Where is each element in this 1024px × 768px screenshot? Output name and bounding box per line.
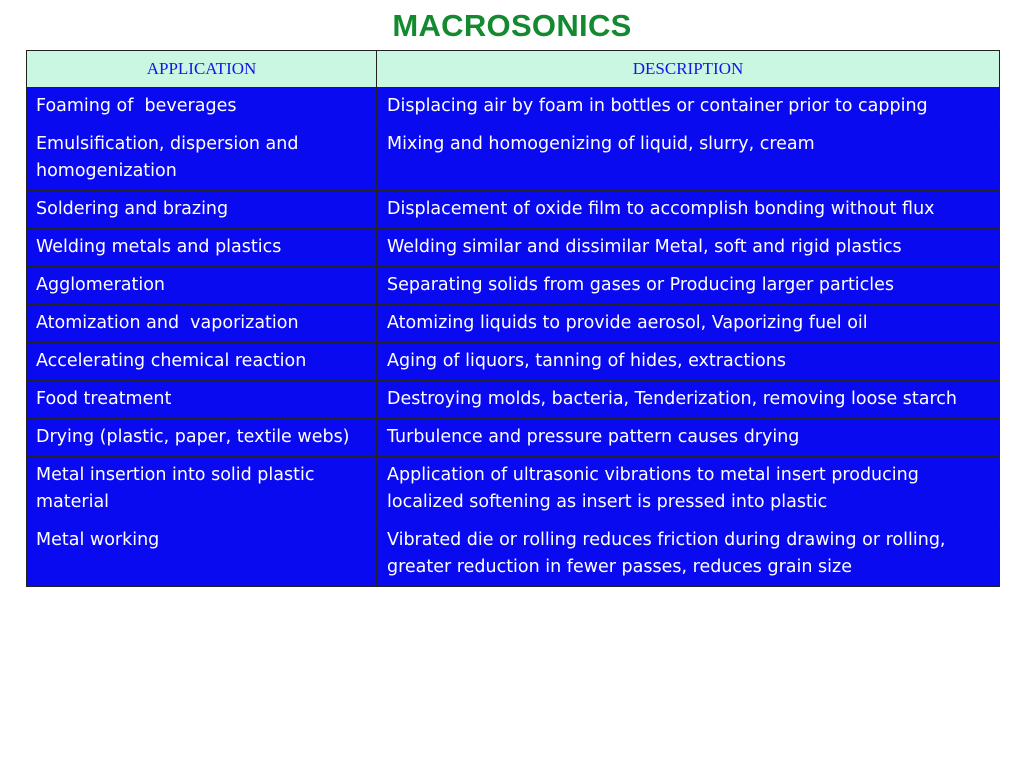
table-row [27, 191, 1000, 229]
application-cell: Welding metals and plastics [27, 229, 377, 267]
column-header-application: APPLICATION [27, 51, 377, 88]
description-cell: Displacing air by foam in bottles or container prior to capping [377, 88, 1000, 126]
table-row [27, 381, 1000, 419]
description-cell: Mixing and homogenizing of liquid, slurry, cream [377, 126, 1000, 191]
application-cell: Food treatment [27, 381, 377, 419]
page-title: MACROSONICS [392, 8, 632, 43]
description-cell: Destroying molds, bacteria, Tenderization, removing loose starch [377, 381, 1000, 419]
description-cell: Application of ultrasonic vibrations to metal insert producing localized softening as insert is pressed into plastic [377, 457, 1000, 522]
application-cell: Drying (plastic, paper, textile webs) [27, 419, 377, 457]
description-cell: Vibrated die or rolling reduces friction during drawing or rolling, greater reduction in fewer passes, reduces grain size [377, 522, 1000, 587]
column-header-description: DESCRIPTION [377, 51, 1000, 88]
application-cell: Metal working [27, 522, 377, 587]
description-cell: Welding similar and dissimilar Metal, soft and rigid plastics [377, 229, 1000, 267]
application-cell: Accelerating chemical reaction [27, 343, 377, 381]
description-cell: Turbulence and pressure pattern causes drying [377, 419, 1000, 457]
table-row [27, 267, 1000, 305]
table-row [27, 419, 1000, 457]
description-cell: Aging of liquors, tanning of hides, extractions [377, 343, 1000, 381]
application-cell: Agglomeration [27, 267, 377, 305]
application-cell: Soldering and brazing [27, 191, 377, 229]
table-row [27, 305, 1000, 343]
description-cell: Displacement of oxide film to accomplish bonding without flux [377, 191, 1000, 229]
description-cell: Atomizing liquids to provide aerosol, Vaporizing fuel oil [377, 305, 1000, 343]
table-row [27, 229, 1000, 267]
table-row [27, 343, 1000, 381]
application-cell: Metal insertion into solid plastic material [27, 457, 377, 522]
applications-table [26, 50, 1000, 587]
table-row [27, 457, 1000, 522]
table-row [27, 88, 1000, 126]
description-cell: Separating solids from gases or Producing larger particles [377, 267, 1000, 305]
table-row [27, 126, 1000, 191]
table-row [27, 522, 1000, 587]
application-cell: Emulsification, dispersion and homogenization [27, 126, 377, 191]
table-header-row [27, 51, 1000, 88]
application-cell: Foaming of beverages [27, 88, 377, 126]
application-cell: Atomization and vaporization [27, 305, 377, 343]
